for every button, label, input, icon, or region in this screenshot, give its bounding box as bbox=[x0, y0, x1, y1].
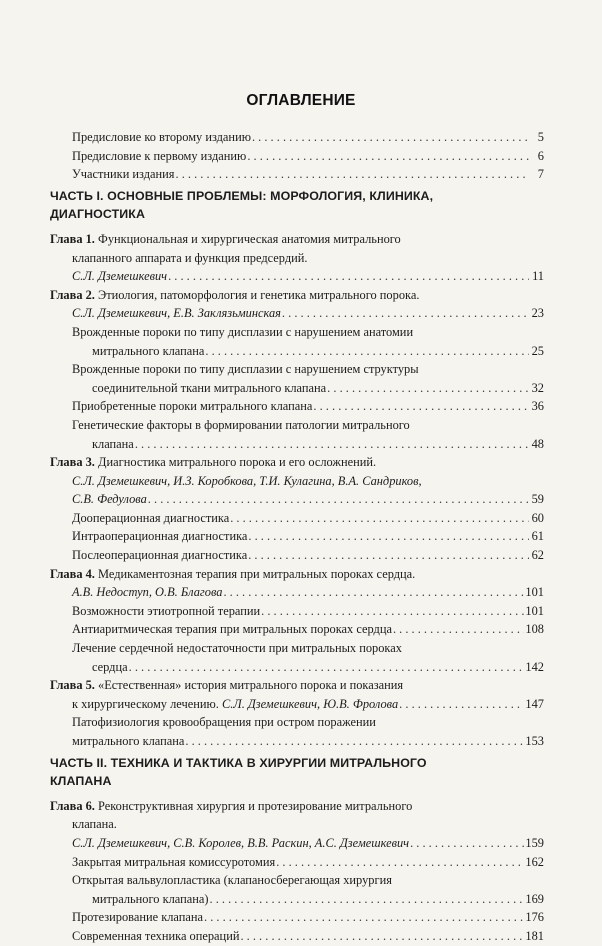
leader-dots bbox=[248, 527, 529, 546]
page-number: 6 bbox=[537, 148, 544, 163]
chapter-5-section-1[interactable]: Патофизиология кровообращения при остром поражении bbox=[72, 715, 376, 730]
page-number: 159 bbox=[525, 835, 544, 850]
chapter-label: Глава 2. bbox=[50, 287, 95, 302]
leader-dots bbox=[282, 304, 529, 323]
page-number: 108 bbox=[525, 622, 544, 637]
chapter-6-section-3[interactable]: Протезирование клапана . . . 176 bbox=[50, 908, 544, 927]
chapter-2-authors[interactable]: С.Л. Дземешкевич, Е.В. Заклязьминская . . . 23 bbox=[50, 304, 544, 323]
page-number: 169 bbox=[525, 891, 544, 906]
leader-dots bbox=[135, 435, 529, 454]
toc-entry-contributors[interactable]: Участники издания . . . 7 bbox=[50, 165, 544, 184]
table-of-contents bbox=[50, 128, 544, 946]
leader-dots bbox=[261, 602, 524, 621]
page-number: 62 bbox=[531, 548, 544, 563]
leader-dots bbox=[223, 583, 524, 602]
chapter-6-section-1[interactable]: Закрытая митральная комиссуротомия . . . 162 bbox=[50, 853, 544, 872]
chapter-3-authors[interactable]: С.Л. Дземешкевич, И.З. Коробкова, Т.И. Кулагина, В.А. Сандриков, bbox=[72, 473, 422, 488]
part-1-heading[interactable]: ЧАСТЬ I. ОСНОВНЫЕ ПРОБЛЕМЫ: МОРФОЛОГИЯ, КЛИНИКА, bbox=[50, 188, 434, 203]
leader-dots bbox=[399, 695, 524, 714]
chapter-6-section-2-cont: митрального клапана) . . . 169 bbox=[50, 890, 544, 909]
toc-entry-preface-2[interactable]: Предисловие ко второму изданию . . . 5 bbox=[50, 128, 544, 147]
chapter-2-section-4[interactable]: Генетические факторы в формировании патологии митрального bbox=[72, 417, 410, 432]
chapter-4-title[interactable]: Глава 4. Медикаментозная терапия при митральных пороках сердца. bbox=[50, 566, 416, 581]
leader-dots bbox=[204, 908, 524, 927]
chapter-label: Глава 4. bbox=[50, 566, 95, 581]
chapter-label: Глава 6. bbox=[50, 798, 95, 813]
page-number: 153 bbox=[525, 734, 544, 748]
leader-dots bbox=[185, 732, 524, 751]
chapter-2-section-4-cont: клапана . . . 48 bbox=[50, 435, 544, 454]
page-number: 101 bbox=[525, 603, 544, 618]
chapter-4-authors[interactable]: А.В. Недоступ, О.В. Благова . . . 101 bbox=[50, 583, 544, 602]
chapter-2-section-3[interactable]: Приобретенные пороки митрального клапана . . . 36 bbox=[50, 397, 544, 416]
page-number: 48 bbox=[531, 436, 544, 451]
page-number: 7 bbox=[537, 167, 544, 182]
chapter-4-section-3-cont: сердца . . . 142 bbox=[50, 658, 544, 677]
chapter-6-title-cont: клапана. bbox=[72, 817, 117, 832]
page-number: 25 bbox=[531, 343, 544, 358]
chapter-label: Глава 5. bbox=[50, 678, 95, 693]
leader-dots bbox=[210, 890, 525, 909]
leader-dots bbox=[313, 397, 529, 416]
part-2-heading-cont: КЛАПАНА bbox=[50, 774, 112, 789]
leader-dots bbox=[168, 267, 529, 286]
leader-dots bbox=[410, 834, 524, 853]
leader-dots bbox=[327, 379, 529, 398]
chapter-1-title[interactable]: Глава 1. Функциональная и хирургическая анатомия митрального bbox=[50, 231, 401, 246]
chapter-5-title[interactable]: Глава 5. «Естественная» история митрального порока и показания bbox=[50, 678, 404, 693]
leader-dots bbox=[148, 490, 529, 509]
chapter-2-section-2[interactable]: Врожденные пороки по типу дисплазии с нарушением структуры bbox=[72, 362, 419, 377]
leader-dots bbox=[240, 927, 524, 946]
chapter-4-section-1[interactable]: Возможности этиотропной терапии . . . 101 bbox=[50, 602, 544, 621]
chapter-2-section-2-cont: соединительной ткани митрального клапана . . . 32 bbox=[50, 379, 544, 398]
chapter-3-section-1[interactable]: Дооперационная диагностика . . . 60 bbox=[50, 509, 544, 528]
chapter-3-section-3[interactable]: Послеоперационная диагностика . . . 62 bbox=[50, 546, 544, 565]
page-number: 32 bbox=[531, 380, 544, 395]
chapter-3-title[interactable]: Глава 3. Диагностика митрального порока и его осложнений. bbox=[50, 455, 377, 470]
leader-dots bbox=[205, 342, 529, 361]
page-number: 181 bbox=[525, 928, 544, 943]
part-1-heading-cont: ДИАГНОСТИКА bbox=[50, 207, 146, 222]
leader-dots bbox=[230, 509, 529, 528]
chapter-6-authors[interactable]: С.Л. Дземешкевич, С.В. Королев, В.В. Раскин, А.С. Дземешкевич . . . 159 bbox=[50, 834, 544, 853]
chapter-6-title[interactable]: Глава 6. Реконструктивная хирургия и протезирование митрального bbox=[50, 798, 413, 813]
leader-dots bbox=[248, 546, 529, 565]
chapter-1-authors[interactable]: С.Л. Дземешкевич . . . 11 bbox=[50, 267, 544, 286]
chapter-5-section-1-cont: митрального клапана . . . 153 bbox=[50, 732, 544, 751]
page-number: 101 bbox=[525, 585, 544, 600]
page-number: 23 bbox=[531, 306, 544, 321]
page-number: 11 bbox=[532, 269, 544, 284]
chapter-3-section-2[interactable]: Интраоперационная диагностика . . . 61 bbox=[50, 527, 544, 546]
page-number: 36 bbox=[531, 399, 544, 414]
chapter-1-title-cont: клапанного аппарата и функция предсердий. bbox=[72, 250, 308, 265]
toc-entry-preface-1[interactable]: Предисловие к первому изданию . . . 6 bbox=[50, 147, 544, 166]
chapter-6-section-4[interactable]: Современная техника операций . . . 181 bbox=[50, 927, 544, 946]
page-number: 60 bbox=[531, 510, 544, 525]
part-2-heading[interactable]: ЧАСТЬ II. ТЕХНИКА И ТАКТИКА В ХИРУРГИИ МИТРАЛЬНОГО bbox=[50, 755, 427, 770]
page-number: 142 bbox=[525, 659, 544, 674]
page-number: 147 bbox=[525, 696, 544, 711]
page-number: 61 bbox=[531, 529, 544, 544]
leader-dots bbox=[129, 658, 525, 677]
page-number: 59 bbox=[531, 492, 544, 507]
chapter-3-authors-cont: С.В. Федулова . . . 59 bbox=[50, 490, 544, 509]
chapter-4-section-2[interactable]: Антиаритмическая терапия при митральных пороках сердца . . . 108 bbox=[50, 620, 544, 639]
chapter-2-title[interactable]: Глава 2. Этиология, патоморфология и генетика митрального порока. bbox=[50, 287, 420, 302]
page-title: ОГЛАВЛЕНИЕ bbox=[246, 92, 356, 109]
page-number: 162 bbox=[525, 854, 544, 869]
chapter-label: Глава 1. bbox=[50, 231, 95, 246]
leader-dots bbox=[247, 147, 529, 166]
chapter-6-section-2[interactable]: Открытая вальвулопластика (клапаносберегающая хирургия bbox=[72, 873, 392, 888]
chapter-5-authors: С.Л. Дземешкевич, Ю.В. Фролова bbox=[221, 696, 399, 711]
leader-dots bbox=[176, 165, 530, 184]
leader-dots bbox=[276, 853, 524, 872]
chapter-2-section-1[interactable]: Врожденные пороки по типу дисплазии с нарушением анатомии bbox=[72, 324, 414, 339]
page-number: 176 bbox=[525, 910, 544, 925]
page-number: 5 bbox=[537, 130, 544, 144]
chapter-2-section-1-cont: митрального клапана . . . 25 bbox=[50, 342, 544, 361]
chapter-4-section-3[interactable]: Лечение сердечной недостаточности при митральных пороках bbox=[72, 641, 402, 656]
chapter-label: Глава 3. bbox=[50, 455, 95, 470]
leader-dots bbox=[252, 128, 529, 147]
chapter-5-title-cont: к хирургическому лечению. С.Л. Дземешкевич, Ю.В. Фролова . . . 147 bbox=[50, 695, 544, 714]
leader-dots bbox=[393, 620, 524, 639]
